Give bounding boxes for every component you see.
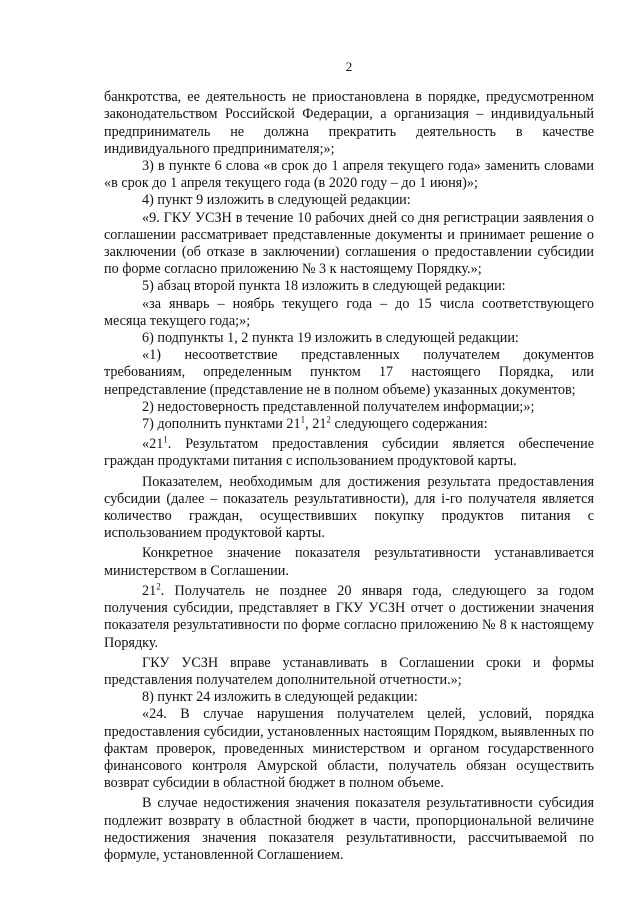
paragraph-subitem-2: 2) недостоверность представленной получателем информации;»; (142, 398, 535, 415)
paragraph-clause-24: «24. В случае нарушения получателем целей, условий, порядка предоставления субсидии, установленных настоящим Порядком, выявленных по фактам проверок, проведенных министерством и органом государственного финансового контроля Амурской области, получатель обязан осуществить возврат субсидии в областной бюджет в полном объеме. (104, 706, 594, 792)
paragraph-clause-21-2 (104, 583, 594, 652)
item-7-text-mid: , 21 (305, 416, 327, 433)
superscript: 1 (163, 434, 168, 445)
paragraph-indicator-definition: Показателем, необходимым для достижения результата предоставления субсидии (далее – показатель результативности), для i-го получателя является количество граждан, осуществивших покупку продуктов питания с использованием продуктовой карты. (104, 473, 594, 542)
paragraph-deadline-quote: «за январь – ноябрь текущего года – до 15 числа соответствующего месяца текущего года;»; (104, 295, 594, 329)
clause-21-1-text: . Результатом предоставления субсидии является обеспечение граждан продуктами питания с использованием продуктовой карты. (104, 436, 594, 470)
paragraph-subitem-1: «1) несоответствие представленных получателем документов требованиям, определенным пунктом 17 настоящего Порядка, или непредставление (представление не в полном объеме) указанных документов; (104, 347, 594, 398)
paragraph-item-6: 6) подпункты 1, 2 пункта 19 изложить в следующей редакции: (142, 330, 519, 347)
paragraph-additional-reporting: ГКУ УСЗН вправе устанавливать в Соглашении сроки и формы представления получателем дополнительной отчетности.»; (104, 654, 594, 688)
paragraph-clause-9: «9. ГКУ УСЗН в течение 10 рабочих дней со дня регистрации заявления о соглашении рассматривает представленные документы и принимает решение о заключении (об отказе в заключении) соглашения о предоставлении субсидии по форме согласно приложению № 3 к настоящему Порядку.»; (104, 209, 594, 278)
paragraph-item-7 (104, 416, 594, 433)
superscript: 2 (156, 581, 161, 592)
item-7-text-end: следующего содержания: (330, 416, 488, 433)
paragraph-item-8: 8) пункт 24 изложить в следующей редакции: (142, 689, 418, 706)
clause-21-2-text: . Получатель не позднее 20 января года, следующего за годом получения субсидии, представляет в ГКУ УСЗН отчет о достижении значения показателя результативности по форме согласно приложению № 8 к настоящему Порядку. (104, 582, 594, 651)
clause-21-1-number: «21 (142, 436, 164, 453)
clause-21-2-number: 21 (142, 582, 157, 599)
paragraph-item-3: 3) в пункте 6 слова «в срок до 1 апреля текущего года» заменить словами «в срок до 1 апреля текущего года (в 2020 году – до 1 июня)»; (104, 158, 594, 192)
superscript: 2 (326, 414, 331, 425)
paragraph-clause-21-1 (104, 436, 594, 470)
paragraph-item-5: 5) абзац второй пункта 18 изложить в следующей редакции: (142, 278, 506, 295)
paragraph-refund-clause: В случае недостижения значения показателя результативности субсидия подлежит возврату в областной бюджет в части, пропорциональной величине недостижения значения показателя результативности, рассчитываемой по формуле, установленной Соглашением. (104, 795, 594, 863)
paragraph-indicator-value: Конкретное значение показателя результативности устанавливается министерством в Соглашении. (104, 545, 594, 579)
page-number: 2 (345, 59, 353, 74)
superscript: 1 (300, 414, 306, 425)
paragraph-item-4: 4) пункт 9 изложить в следующей редакции: (142, 192, 411, 209)
paragraph-bankruptcy-clause: банкротства, ее деятельность не приостановлена в порядке, предусмотренном законодательством Российской Федерации, а организация – индивидуальный предприниматель не должна прекратить деятельность в качестве индивидуального предпринимателя;»; (104, 89, 594, 157)
item-7-text-start: 7) дополнить пунктами 21 (142, 416, 301, 433)
